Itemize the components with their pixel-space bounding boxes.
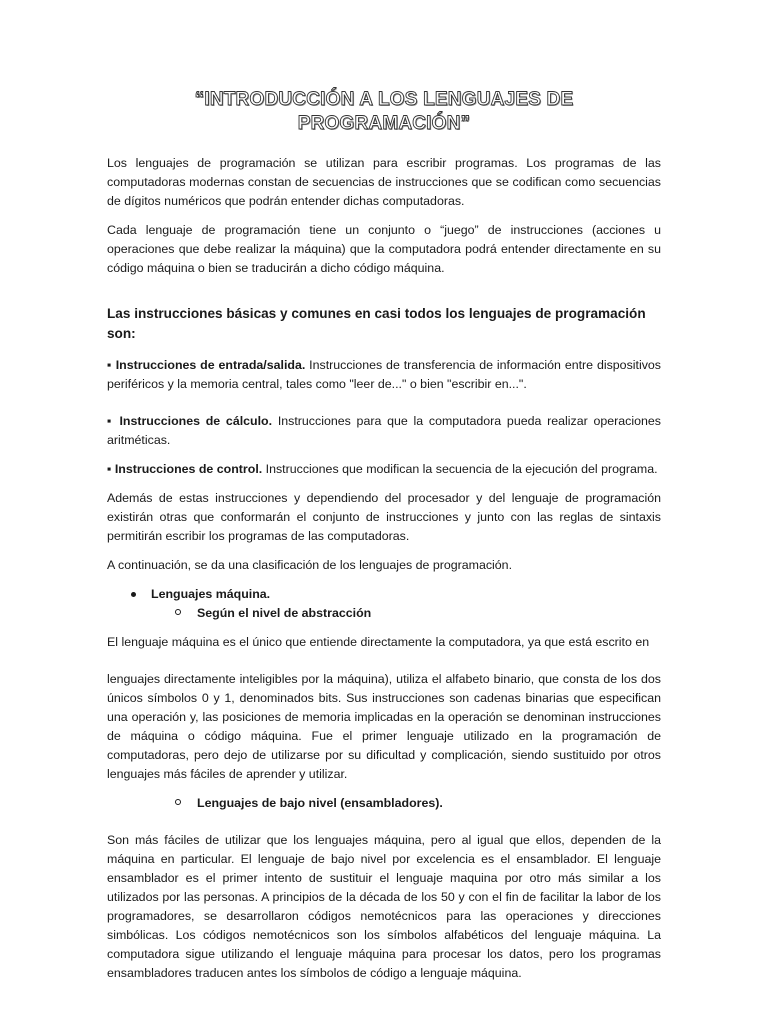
intro-paragraph-2: Cada lenguaje de programación tiene un conjunto o “juego” de instrucciones (acciones u operaciones que debe realizar la máquina) que la computadora podrá entender directamente en su código máquina o bien se traducirán a dicho código máquina. xyxy=(107,223,661,275)
instruction-term: Instrucciones de entrada/salida. xyxy=(115,358,306,372)
square-bullet-icon: ▪ xyxy=(107,462,112,476)
paragraph-maquina: lenguajes directamente inteligibles por la máquina), utiliza el alfabeto binario, que consta de los dos únicos símbolos 0 y 1, denominados bits. Sus instrucciones son cadenas binarias que especifican una operación y, las posiciones de memoria implicadas en la operación se denominan instrucciones de máquina o código máquina. Fue el primer lenguaje utilizado en la programación de computadoras, pero dejo de utilizarse por su dificultad y complicación, siendo sustituido por otros lenguajes más fáciles de aprender y utilizar. xyxy=(107,672,661,781)
intro-paragraph-1: Los lenguajes de programación se utilizan para escribir programas. Los programas de las computadoras modernas constan de secuencias de instrucciones que se codifican como secuencias de dígitos numéricos que podrán entender dichas computadoras. xyxy=(107,156,661,208)
paragraph-clasificacion: A continuación, se da una clasificación de los lenguajes de programación. xyxy=(107,558,513,572)
bullet-dot-icon xyxy=(131,592,136,597)
instruction-term: Instrucciones de control. xyxy=(114,462,263,476)
instruction-text: Instrucciones de transferencia de información entre dispositivos periféricos y la memoria central, tales como "leer de..." o bien "escribir en...". xyxy=(107,358,661,391)
square-bullet-icon: ▪ xyxy=(107,414,114,428)
instructions-heading: Las instrucciones básicas y comunes en casi todos los lenguajes de programación son: xyxy=(107,306,646,341)
list-item-lenguajes-maquina xyxy=(107,585,661,604)
instruction-text: Instrucciones que modifican la secuencia de la ejecución del programa. xyxy=(262,462,658,476)
paragraph-maquina-line: El lenguaje máquina es el único que entiende directamente la computadora, ya que está escrito en xyxy=(107,635,650,649)
instruction-item-control xyxy=(107,460,661,479)
instruction-item-calc xyxy=(107,412,661,450)
list-item-label: Lenguajes máquina. xyxy=(151,587,271,601)
instruction-term: Instrucciones de cálculo. xyxy=(119,414,273,428)
instruction-item-io xyxy=(107,356,661,394)
list-item-bajo-nivel xyxy=(107,794,661,813)
instruction-text: Instrucciones para que la computadora pueda realizar operaciones aritméticas. xyxy=(107,414,661,447)
paragraph-ademas: Además de estas instrucciones y dependiendo del procesador y del lenguaje de programación existirán otras que conformarán el conjunto de instrucciones y junto con las reglas de sintaxis permitirán escribir los programas de las computadoras. xyxy=(107,491,661,543)
square-bullet-icon: ▪ xyxy=(107,358,112,372)
list-item-label: Según el nivel de abstracción xyxy=(197,606,372,620)
paragraph-bajo-nivel: Son más fáciles de utilizar que los lenguajes máquina, pero al igual que ellos, dependen de la máquina en particular. El lenguaje de bajo nivel por excelencia es el ensamblador. El lenguaje ensamblador es el primer intento de sustituir el lenguaje maquina por otro más similar a los utilizados por las personas. A principios de la década de los 50 y con el fin de facilitar la labor de los programadores, se desarrollaron códigos nemotécnicos para las operaciones y direcciones simbólicas. Los códigos nemotécnicos son los símbolos alfabéticos del lenguaje máquina. La computadora sigue utilizando el lenguaje máquina para procesar los datos, pero los programas ensambladores traducen antes los símbolos de código a lenguaje máquina. xyxy=(107,833,661,980)
list-item-nivel-abstraccion xyxy=(107,604,661,623)
bullet-circle-icon xyxy=(175,799,181,805)
list-item-label: Lenguajes de bajo nivel (ensambladores). xyxy=(197,796,443,810)
document-title: “INTRODUCCIÓN A LOS LENGUAJES DE PROGRAMACIÓN” xyxy=(194,89,574,134)
bullet-circle-icon xyxy=(175,609,181,615)
